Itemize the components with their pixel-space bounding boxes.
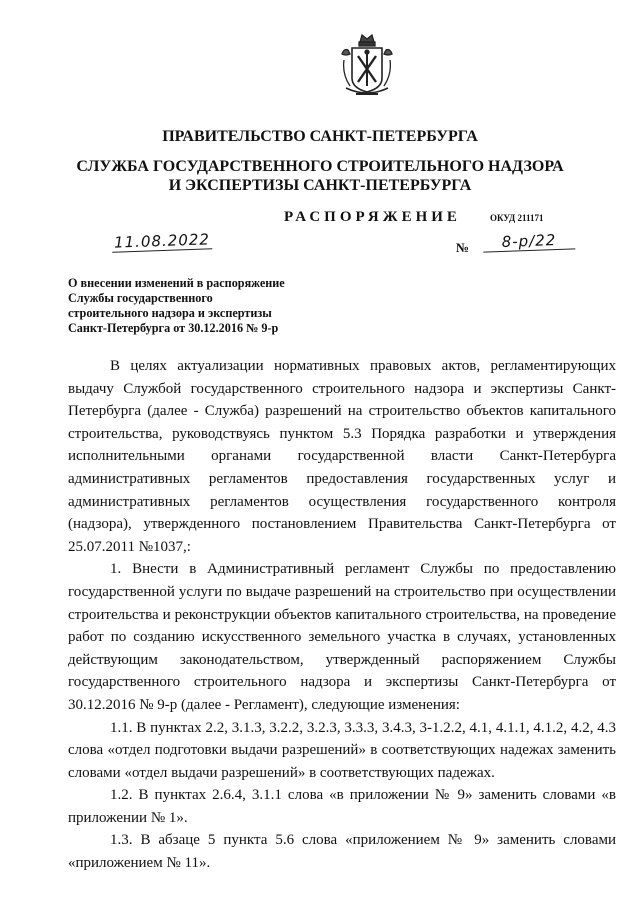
service-name-line1: СЛУЖБА ГОСУДАРСТВЕННОГО СТРОИТЕЛЬНОГО НАДЗОРА — [76, 158, 564, 175]
service-name — [0, 157, 640, 195]
subject-line: Санкт-Петербурга от 30.12.2016 № 9-р — [68, 321, 279, 335]
item-1-paragraph: 1. Внести в Административный регламент Службы по предоставлению государственной услуги по выдаче разрешений на строительство при осуществлении строительства и реконструкции объектов капитального строительства, на проведение работ по созданию искусственного земельного участка в случаях, установленных действующим законодательством, утвержденный распоряжением Службы государственного строительного надзора и экспертизы Санкт-Петербурга от 30.12.2016 № 9-р (далее - Регламент), следующие изменения: — [68, 561, 616, 713]
item-1-2-paragraph: 1.2. В пунктах 2.6.4, 3.1.1 слова «в приложении № 9» заменить словами «в приложении № 1». — [68, 787, 616, 826]
handwritten-number: 8-р/22 — [483, 230, 576, 252]
item-1-3-paragraph: 1.3. В абзаце 5 пункта 5.6 слова «приложением № 9» заменить словами «приложением № 11». — [68, 832, 616, 872]
subject-line: Службы государственного — [68, 291, 213, 305]
document-type: РАСПОРЯЖЕНИЕ — [284, 209, 461, 225]
okud-code: ОКУД 211171 — [490, 213, 544, 223]
subject-line: строительного надзора и экспертизы — [68, 306, 272, 320]
document-body — [68, 355, 616, 875]
number-sign: № — [456, 240, 470, 255]
item-1-1-paragraph: 1.1. В пунктах 2.2, 3.1.3, 3.2.2, 3.2.3, 3.3.3, 3.4.3, 3-1.2.2, 4.1, 4.1.1, 4.1.2, 4.2, 4.3 слова «отдел подготовки выдачи разрешений» в соответствующих надежах заменить словами «отдел выдачи разрешений» в соответствующих падежах. — [68, 719, 616, 781]
service-name-line2: И ЭКСПЕРТИЗЫ САНКТ-ПЕТЕРБУРГА — [168, 177, 472, 194]
subject-line: О внесении изменений в распоряжение — [68, 276, 285, 290]
handwritten-date: 11.08.2022 — [112, 230, 213, 252]
st-petersburg-coat-of-arms-emblem — [338, 30, 396, 100]
document-subject — [68, 276, 368, 336]
government-name: ПРАВИТЕЛЬСТВО САНКТ-ПЕТЕРБУРГА — [162, 128, 478, 145]
preamble-paragraph: В целях актуализации нормативных правовых актов, регламентирующих выдачу Службой государственного строительного надзора и экспертизы Санкт-Петербурга (далее - Служба) разрешений на строительство объектов капитального строительства, руководствуясь пунктом 5.3 Порядка разработки и утверждения исполнительными органами государственной власти Санкт-Петербурга административных регламентов предоставления государственных услуг и административных регламентов осуществления государственного контроля (надзора), утвержденного постановлением Правительства Санкт-Петербурга от 25.07.2011 №1037,: — [68, 358, 616, 555]
